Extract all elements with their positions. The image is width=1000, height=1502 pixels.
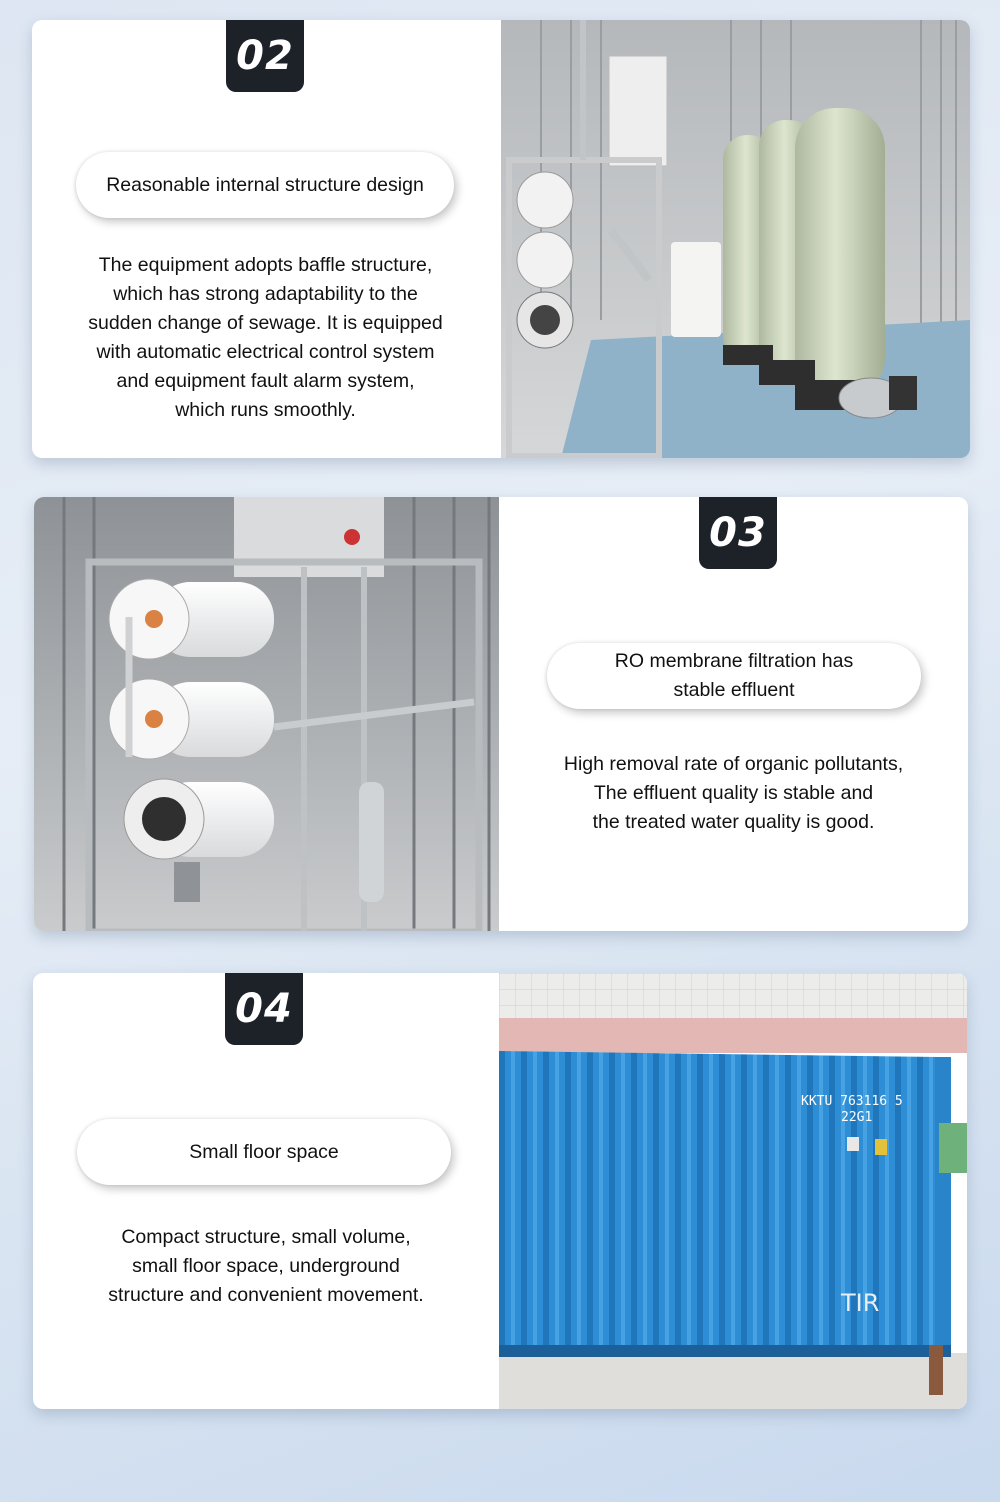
feature-text-panel <box>32 20 499 458</box>
feature-card-02 <box>32 20 970 458</box>
feature-description: The equipment adopts baffle structure, which has strong adaptability to the sudden change of sewage. It is equipped with automatic electrical control system and equipment fault alarm system, which runs smoothly. <box>88 254 443 421</box>
photo-container-interior <box>501 20 970 458</box>
feature-card-04 <box>33 973 967 1409</box>
feature-description: High removal rate of organic pollutants, The effluent quality is stable and the treated water quality is good. <box>563 753 904 833</box>
photo-blue-shipping-container <box>499 973 967 1409</box>
feature-text-panel <box>499 497 968 931</box>
feature-description: Compact structure, small volume, small floor space, underground structure and convenient movement. <box>108 1226 424 1306</box>
feature-card-03 <box>34 497 968 931</box>
feature-title-pill: RO membrane filtration has stable effluent <box>547 643 921 709</box>
ro-frame-illustration <box>34 497 499 931</box>
feature-title-pill: Small floor space <box>77 1119 451 1185</box>
container-type-marking: 22G1 <box>841 1110 873 1125</box>
container-interior-illustration <box>501 20 970 458</box>
feature-title-pill: Reasonable internal structure design <box>76 152 454 218</box>
section-number-badge: 04 <box>225 973 303 1045</box>
tir-plate: TIR <box>841 1289 880 1317</box>
shipping-container-illustration <box>499 973 967 1409</box>
section-number-badge: 03 <box>699 497 777 569</box>
container-id-marking: KKTU 763116 5 <box>801 1094 903 1109</box>
section-number-badge: 02 <box>226 20 304 92</box>
photo-ro-membrane-frame <box>34 497 499 931</box>
feature-text-panel <box>33 973 499 1409</box>
